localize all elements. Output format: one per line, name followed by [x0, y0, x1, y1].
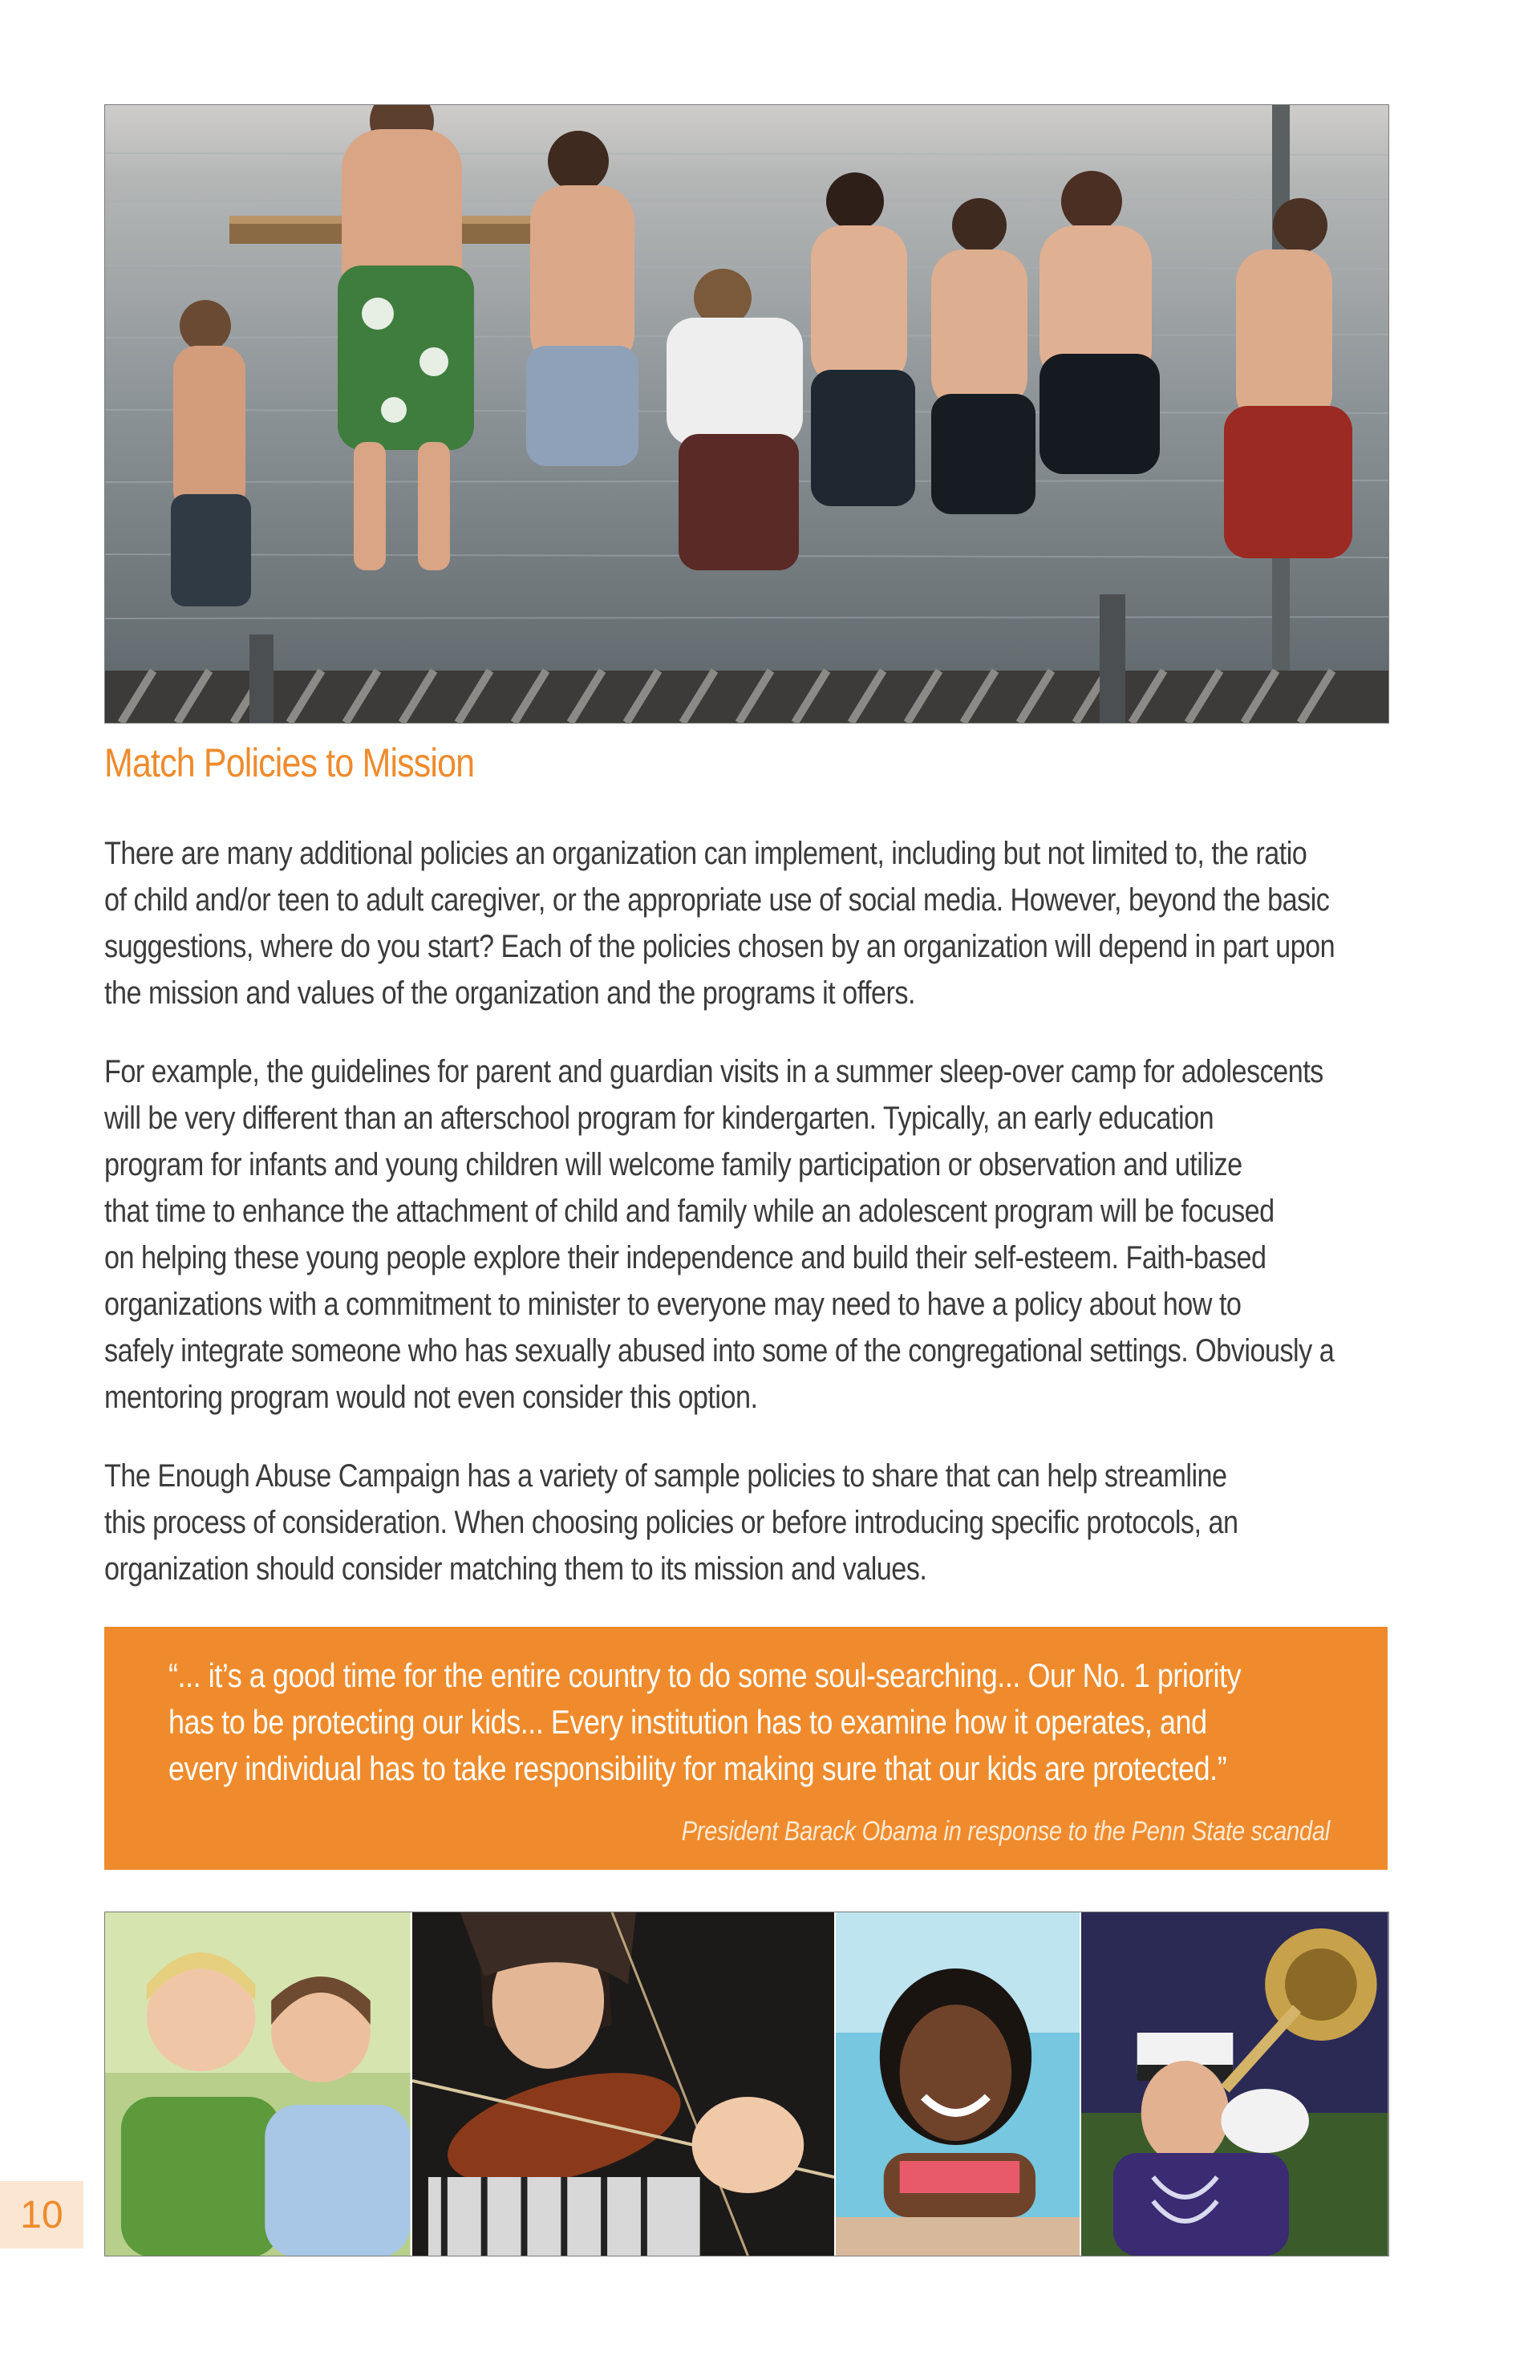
page-number: 10: [0, 2181, 83, 2248]
section-heading: Match Policies to Mission: [104, 740, 475, 785]
children-jumping-illustration: [105, 105, 1388, 723]
photo-strip: [104, 1912, 1389, 2256]
paragraph-line: mentoring program would not even consider this option.: [104, 1380, 758, 1415]
paragraph-line: There are many additional policies an organization can implement, including but not limited to, the ratio: [104, 836, 1307, 871]
quote-text: [168, 1652, 1335, 1792]
photo-marching-band: [1081, 1912, 1388, 2256]
paragraph-line: organization should consider matching them to its mission and values.: [104, 1551, 927, 1587]
quote-line: “... it’s a good time for the entire country to do some soul-searching... Our No. 1 priority: [168, 1656, 1242, 1694]
quote-line: every individual has to take responsibility for making sure that our kids are protected.”: [168, 1750, 1227, 1787]
hero-photo: [104, 104, 1389, 724]
quote-attribution: President Barack Obama in response to the Penn State scandal: [681, 1816, 1330, 1847]
photo-pool-girl: [836, 1912, 1082, 2256]
paragraph-line: the mission and values of the organization and the programs it offers.: [104, 975, 915, 1011]
paragraph-line: safely integrate someone who has sexually abused into some of the congregational settings. Obviously a: [104, 1333, 1335, 1368]
paragraph-line: program for infants and young children will welcome family participation or observation and utilize: [104, 1147, 1242, 1182]
photo-violin-girl: [412, 1912, 836, 2256]
paragraph-line: suggestions, where do you start? Each of the policies chosen by an organization will depend in part upon: [104, 929, 1335, 964]
quote-box: [104, 1627, 1388, 1870]
paragraph-line: of child and/or teen to adult caregiver, or the appropriate use of social media. However, beyond the basic: [104, 882, 1330, 918]
quote-line: has to be protecting our kids... Every institution has to examine how it operates, and: [168, 1703, 1207, 1741]
paragraph-line: The Enough Abuse Campaign has a variety of sample policies to share that can help streamline: [104, 1458, 1227, 1494]
paragraph-line: on helping these young people explore their independence and build their self-esteem. Faith-based: [104, 1240, 1266, 1275]
paragraph-line: that time to enhance the attachment of child and family while an adolescent program will be focused: [104, 1194, 1275, 1229]
paragraph-line: For example, the guidelines for parent and guardian visits in a summer sleep-over camp for adolescents: [104, 1054, 1323, 1089]
photo-two-boys: [105, 1912, 412, 2256]
body-text: [104, 830, 1393, 1624]
paragraph-line: this process of consideration. When choosing policies or before introducing specific protocols, an: [104, 1505, 1238, 1540]
paragraph-1: [104, 830, 1393, 1016]
paragraph-line: will be very different than an afterschool program for kindergarten. Typically, an early education: [104, 1101, 1214, 1136]
paragraph-line: organizations with a commitment to minister to everyone may need to have a policy about how to: [104, 1287, 1242, 1322]
paragraph-2: [104, 1048, 1393, 1421]
paragraph-3: [104, 1453, 1393, 1592]
